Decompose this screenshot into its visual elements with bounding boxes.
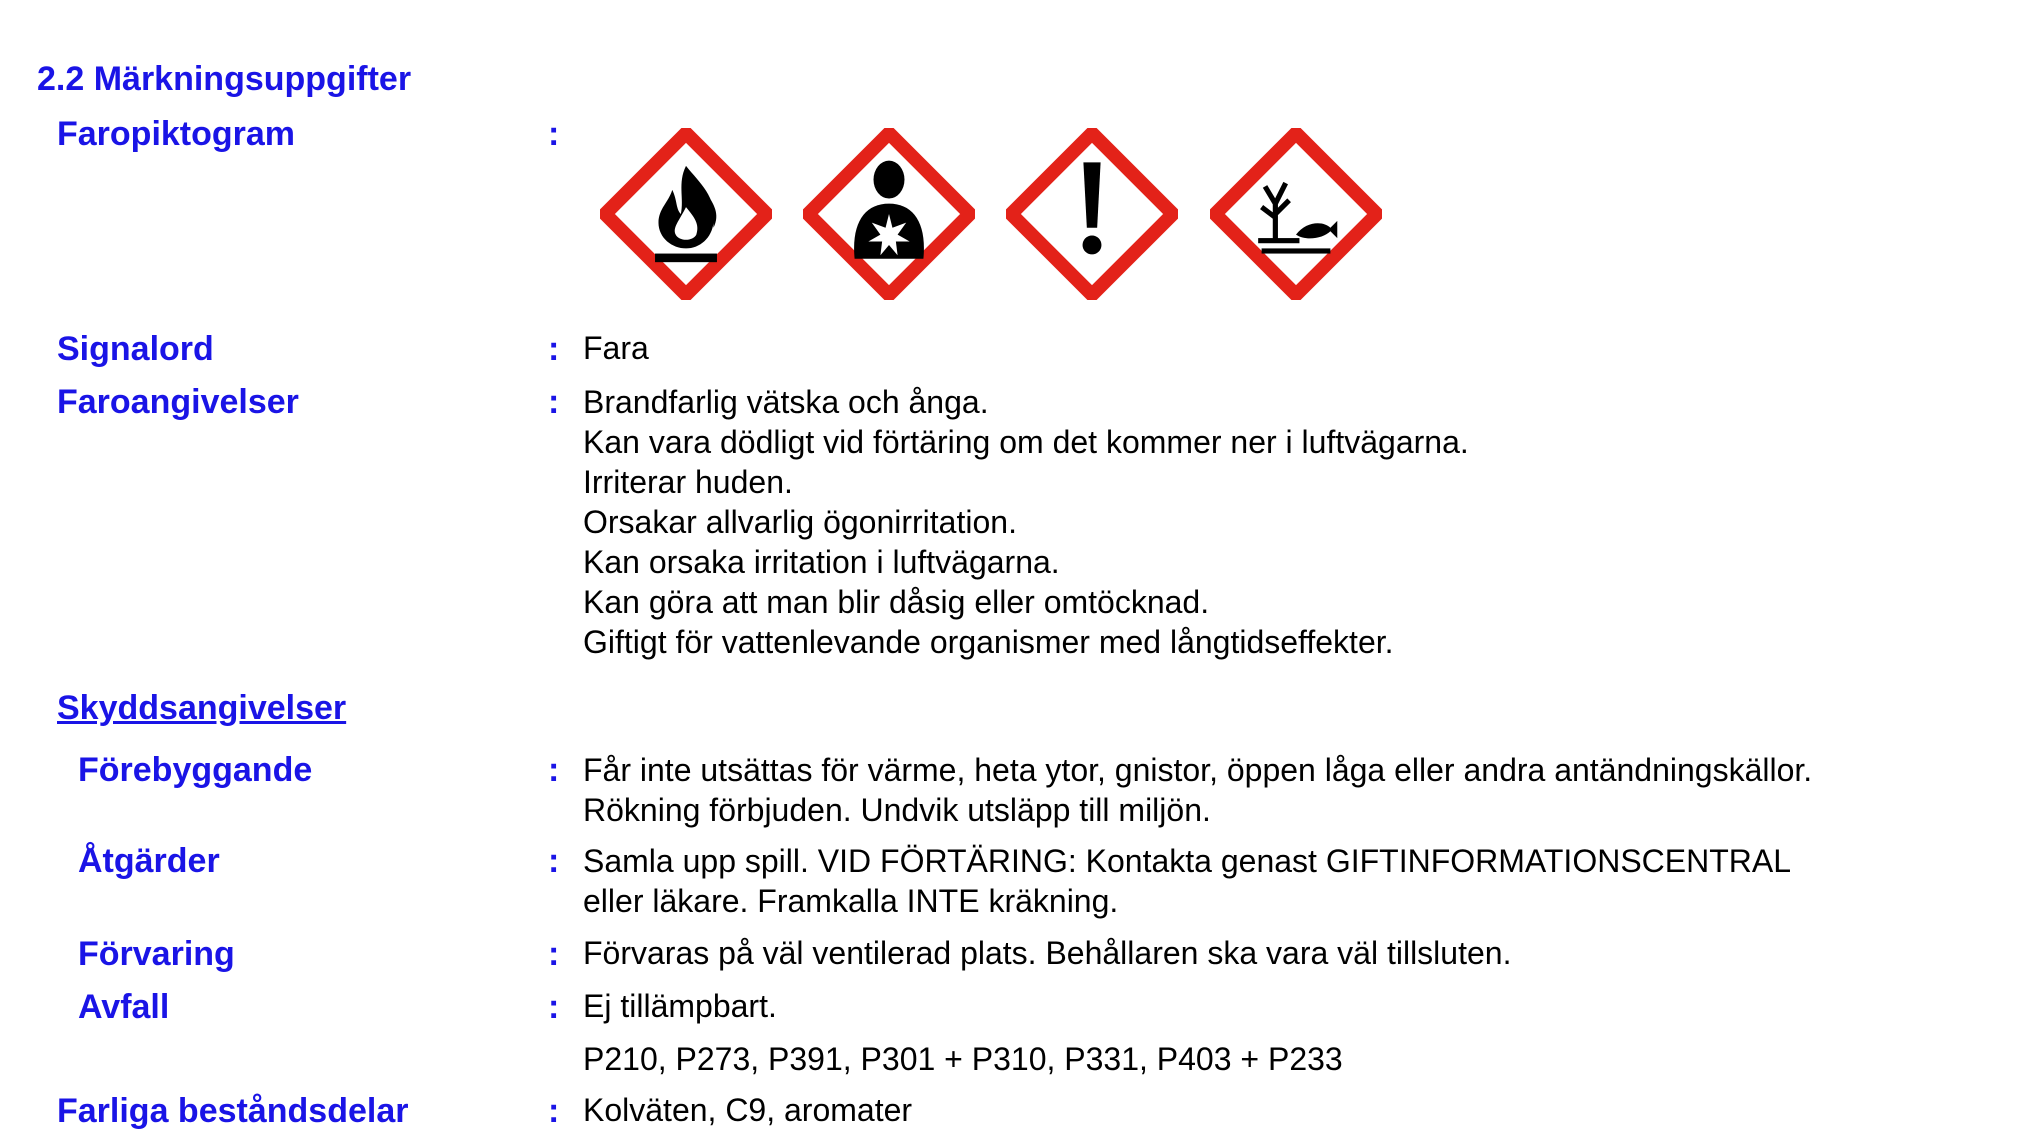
environment-icon	[1210, 128, 1382, 300]
avfall-colon: :	[548, 988, 560, 1026]
faroangivelser-label: Faroangivelser	[57, 383, 299, 421]
faroangivelser-list	[583, 382, 1469, 662]
atgarder-colon: :	[548, 842, 560, 880]
atgarder-label: Åtgärder	[78, 842, 220, 880]
signalord-label: Signalord	[57, 330, 214, 368]
faropiktogram-colon: :	[548, 115, 560, 153]
faropiktogram-label: Faropiktogram	[57, 115, 296, 153]
hazard-statement: Irriterar huden.	[583, 464, 793, 500]
flame-icon	[600, 128, 772, 300]
atgarder-list	[583, 841, 1791, 921]
exclamation-mark-icon	[1006, 128, 1178, 300]
forvaring-colon: :	[548, 935, 560, 973]
farliga-value: Kolväten, C9, aromater	[583, 1092, 913, 1128]
section-title: 2.2 Märkningsuppgifter	[37, 60, 412, 98]
forebyggande-label: Förebyggande	[78, 751, 313, 789]
faroangivelser-colon: :	[548, 383, 560, 421]
health-hazard-icon	[803, 128, 975, 300]
hazard-statement: Brandfarlig vätska och ånga.	[583, 384, 989, 420]
hazard-statement: Kan orsaka irritation i luftvägarna.	[583, 544, 1060, 580]
signalord-colon: :	[548, 330, 560, 368]
hazard-statement: Orsakar allvarlig ögonirritation.	[583, 504, 1017, 540]
forvaring-label: Förvaring	[78, 935, 235, 973]
avfall-label: Avfall	[78, 988, 170, 1026]
hazard-statement: Giftigt för vattenlevande organismer med långtidseffekter.	[583, 624, 1394, 660]
farliga-colon: :	[548, 1092, 560, 1130]
p-codes: P210, P273, P391, P301 + P310, P331, P403 + P233	[583, 1041, 1343, 1077]
avfall-value: Ej tillämpbart.	[583, 988, 777, 1024]
precaution-statement: Får inte utsättas för värme, heta ytor, gnistor, öppen låga eller andra antändningskällor.	[583, 752, 1813, 788]
signalord-value: Fara	[583, 330, 649, 366]
farliga-label: Farliga beståndsdelar	[57, 1092, 409, 1130]
hazard-statement: Kan göra att man blir dåsig eller omtöcknad.	[583, 584, 1210, 620]
forebyggande-list	[583, 750, 1812, 830]
forvaring-value: Förvaras på väl ventilerad plats. Behållaren ska vara väl tillsluten.	[583, 935, 1512, 971]
response-statement: eller läkare. Framkalla INTE kräkning.	[583, 883, 1119, 919]
forebyggande-colon: :	[548, 751, 560, 789]
skyddsangivelser-heading: Skyddsangivelser	[57, 689, 347, 727]
hazard-statement: Kan vara dödligt vid förtäring om det kommer ner i luftvägarna.	[583, 424, 1469, 460]
response-statement: Samla upp spill. VID FÖRTÄRING: Kontakta genast GIFTINFORMATIONSCENTRAL	[583, 843, 1792, 879]
precaution-statement: Rökning förbjuden. Undvik utsläpp till miljön.	[583, 792, 1211, 828]
